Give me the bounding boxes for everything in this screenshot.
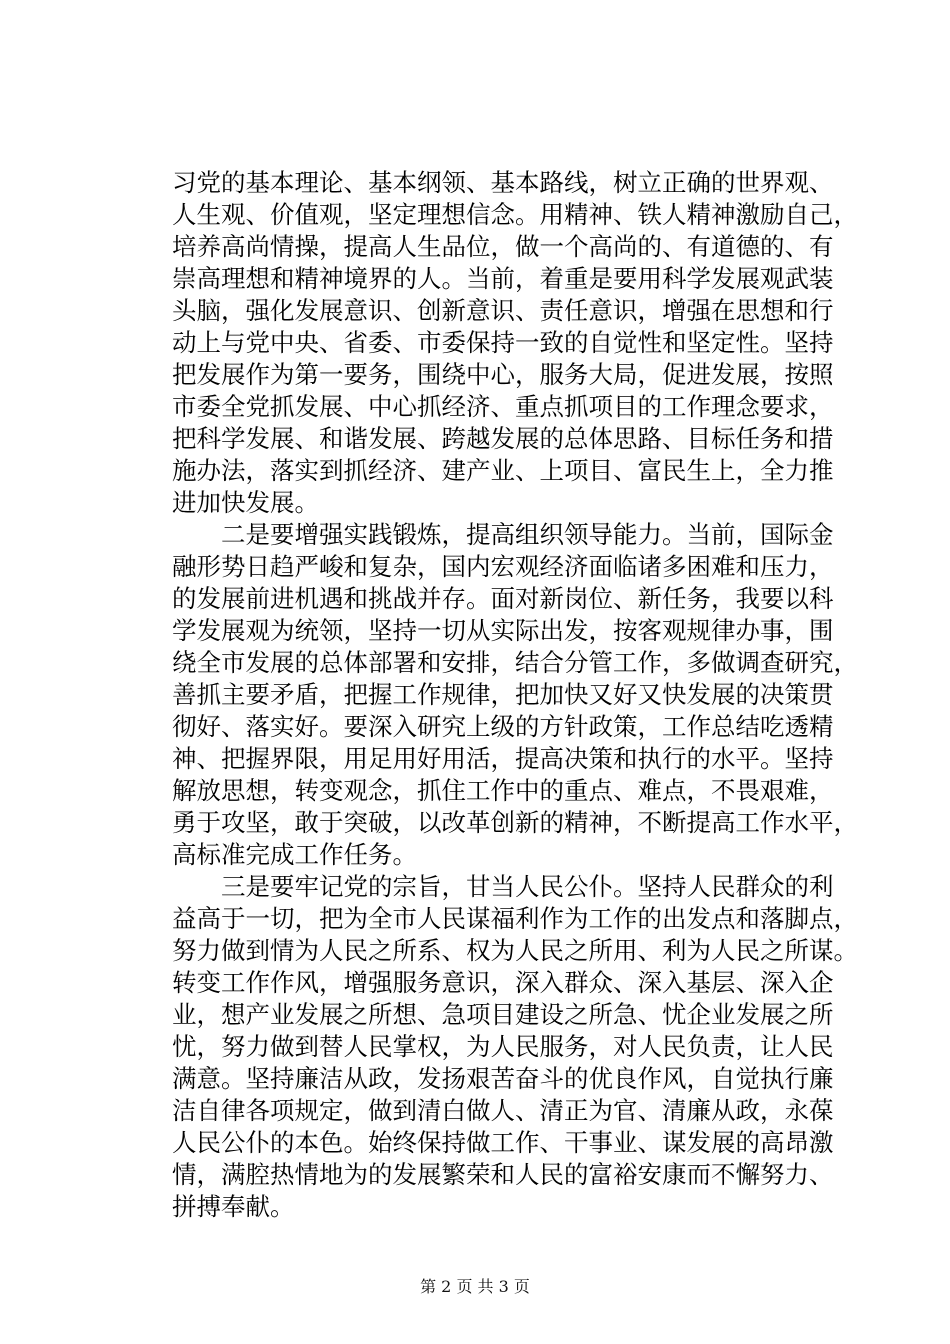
text-line: 施办法，落实到抓经济、建产业、上项目、富民生上，全力推 xyxy=(172,456,834,485)
text-line: 把科学发展、和谐发展、跨越发展的总体思路、目标任务和措 xyxy=(172,424,834,453)
text-line: 解放思想，转变观念，抓住工作中的重点、难点，不畏艰难， xyxy=(172,776,834,805)
text-line: 转变工作作风，增强服务意识，深入群众、深入基层、深入企 xyxy=(172,968,834,997)
text-line: 二是要增强实践锻炼，提高组织领导能力。当前，国际金 xyxy=(172,520,834,549)
text-line: 动上与党中央、省委、市委保持一致的自觉性和坚定性。坚持 xyxy=(172,328,834,357)
text-line: 高标准完成工作任务。 xyxy=(172,840,417,869)
text-line: 神、把握界限，用足用好用活，提高决策和执行的水平。坚持 xyxy=(172,744,834,773)
text-line: 彻好、落实好。要深入研究上级的方针政策，工作总结吃透精 xyxy=(172,712,834,741)
text-line: 绕全市发展的总体部署和安排，结合分管工作，多做调查研究， xyxy=(172,648,858,677)
text-line: 拼搏奉献。 xyxy=(172,1192,295,1221)
text-line: 人生观、价值观，坚定理想信念。用精神、铁人精神激励自己， xyxy=(172,200,858,229)
page-number-footer: 第 2 页 共 3 页 xyxy=(420,1277,530,1296)
text-line: 善抓主要矛盾，把握工作规律，把加快又好又快发展的决策贯 xyxy=(172,680,834,709)
text-line: 习党的基本理论、基本纲领、基本路线，树立正确的世界观、 xyxy=(172,168,834,197)
text-line: 洁自律各项规定，做到清白做人、清正为官、清廉从政，永葆 xyxy=(172,1096,834,1125)
text-line: 益高于一切，把为全市人民谋福利作为工作的出发点和落脚点， xyxy=(172,904,858,933)
text-line: 进加快发展。 xyxy=(172,488,319,517)
text-line: 情，满腔热情地为的发展繁荣和人民的富裕安康而不懈努力、 xyxy=(172,1160,834,1189)
text-line: 把发展作为第一要务，围绕中心，服务大局，促进发展，按照 xyxy=(172,360,834,389)
text-line: 业，想产业发展之所想、急项目建设之所急、忧企业发展之所 xyxy=(172,1000,834,1029)
text-line: 人民公仆的本色。始终保持做工作、干事业、谋发展的高昂激 xyxy=(172,1128,834,1157)
text-line: 满意。坚持廉洁从政，发扬艰苦奋斗的优良作风，自觉执行廉 xyxy=(172,1064,834,1093)
text-line: 的发展前进机遇和挑战并存。面对新岗位、新任务，我要以科 xyxy=(172,584,834,613)
text-line: 培养高尚情操，提高人生品位，做一个高尚的、有道德的、有 xyxy=(172,232,834,261)
text-line: 头脑，强化发展意识、创新意识、责任意识，增强在思想和行 xyxy=(172,296,834,325)
text-line: 努力做到情为人民之所系、权为人民之所用、利为人民之所谋。 xyxy=(172,936,858,965)
text-line: 融形势日趋严峻和复杂，国内宏观经济面临诸多困难和压力， xyxy=(172,552,834,581)
text-line: 勇于攻坚，敢于突破，以改革创新的精神，不断提高工作水平， xyxy=(172,808,858,837)
text-line: 崇高理想和精神境界的人。当前，着重是要用科学发展观武装 xyxy=(172,264,834,293)
text-line: 三是要牢记党的宗旨，甘当人民公仆。坚持人民群众的利 xyxy=(172,872,834,901)
text-line: 学发展观为统领，坚持一切从实际出发，按客观规律办事，围 xyxy=(172,616,834,645)
text-line: 忧，努力做到替人民掌权，为人民服务，对人民负责，让人民 xyxy=(172,1032,834,1061)
body-text xyxy=(172,167,858,1223)
text-line: 市委全党抓发展、中心抓经济、重点抓项目的工作理念要求， xyxy=(172,392,834,421)
